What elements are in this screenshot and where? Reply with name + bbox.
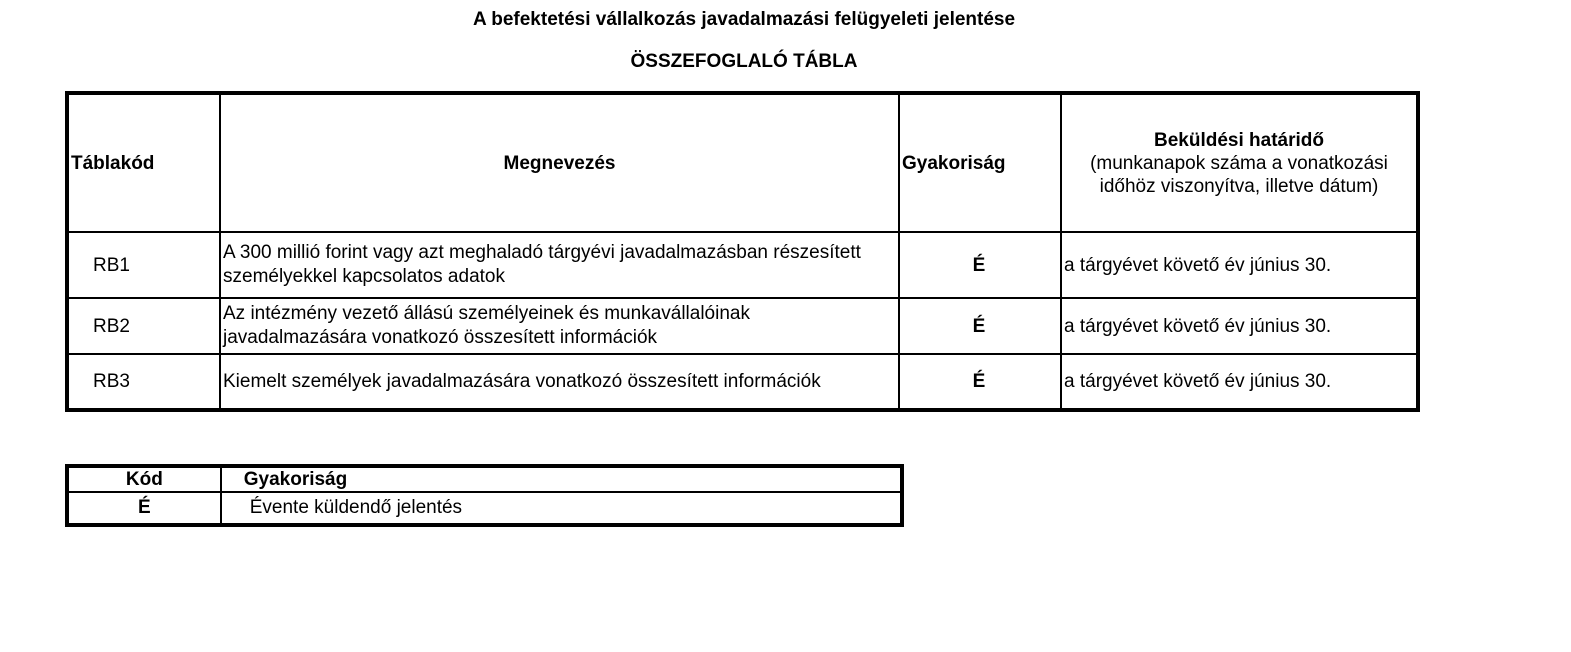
table-row [67, 232, 1418, 298]
header-deadline-description: (munkanapok száma a vonatkozási időhöz viszonyítva, illetve dátum) [1090, 152, 1388, 197]
table-row [67, 354, 1418, 410]
row-deadline: a tárgyévet követő év június 30. [1061, 354, 1418, 410]
summary-table [65, 91, 1420, 412]
document-subtitle: ÖSSZEFOGLALÓ TÁBLA [630, 51, 858, 72]
legend-header-row [67, 466, 902, 492]
legend-frequency: Évente küldendő jelentés [221, 492, 902, 525]
header-deadline [1061, 93, 1418, 232]
legend-header-frequency: Gyakoriság [221, 466, 902, 492]
row-frequency: É [899, 298, 1061, 354]
header-frequency: Gyakoriság [899, 93, 1061, 232]
row-name: Kiemelt személyek javadalmazására vonatkozó összesített információk [220, 354, 899, 410]
row-code: RB1 [67, 232, 220, 298]
header-table-code: Táblakód [67, 93, 220, 232]
row-code: RB3 [67, 354, 220, 410]
table-row [67, 298, 1418, 354]
header-deadline-title: Beküldési határidő [1154, 129, 1324, 151]
document-title: A befektetési vállalkozás javadalmazási felügyeleti jelentése [472, 9, 1016, 30]
row-frequency: É [899, 354, 1061, 410]
row-name: A 300 millió forint vagy azt meghaladó tárgyévi javadalmazásban részesített személyekkel kapcsolatos adatok [220, 232, 899, 298]
row-code: RB2 [67, 298, 220, 354]
row-name: Az intézmény vezető állású személyeinek és munkavállalóinak javadalmazására vonatkozó összesített információk [220, 298, 899, 354]
legend-header-code: Kód [67, 466, 221, 492]
row-deadline: a tárgyévet követő év június 30. [1061, 232, 1418, 298]
row-frequency: É [899, 232, 1061, 298]
legend-row [67, 492, 902, 525]
row-deadline: a tárgyévet követő év június 30. [1061, 298, 1418, 354]
legend-code: É [67, 492, 221, 525]
header-name: Megnevezés [220, 93, 899, 232]
table-header-row [67, 93, 1418, 232]
legend-table [65, 464, 904, 527]
